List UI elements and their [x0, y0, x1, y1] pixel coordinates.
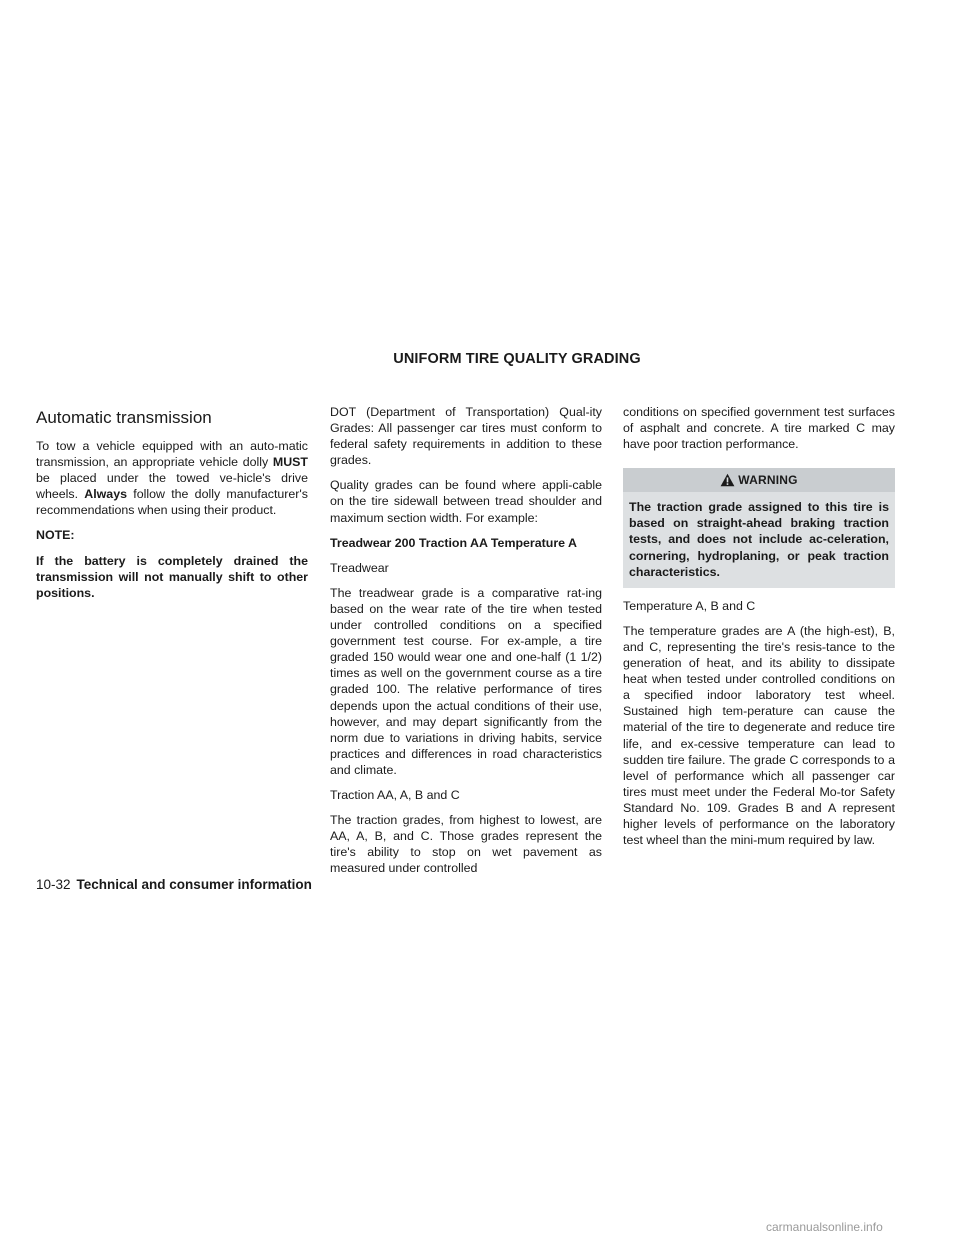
- treadwear-text: The treadwear grade is a comparative rat-ing based on the wear rate of the tire when tested under controlled conditions on a specified government test course. For ex-ample, a tire graded 150 would wear one and one-half (1 1/2) times as well on the government course as a tire graded 100. The relative performance of tires depends upon the actual conditions of their use, however, and may depart significantly from the norm due to variations in driving habits, service practices and differences in road characteristics and climate.: [330, 585, 602, 777]
- note-label: NOTE:: [36, 528, 75, 543]
- paragraph-traction-continued: conditions on specified government test surfaces of asphalt and concrete. A tire marked C may have poor traction performance.: [623, 405, 895, 452]
- paragraph-quality-location: Quality grades can be found where appli-cable on the tire sidewall between tread shoulder and maximum section width. For example:: [330, 478, 602, 525]
- section-heading: UNIFORM TIRE QUALITY GRADING: [393, 351, 641, 367]
- text-fragment: To tow a vehicle equipped with an auto-matic transmission, an appropriate vehicle dolly: [36, 439, 308, 470]
- watermark: carmanualsonline.info: [766, 1220, 883, 1234]
- column-left: [36, 408, 308, 610]
- column-middle: [330, 404, 602, 885]
- traction-text: The traction grades, from highest to lowest, are AA, A, B, and C. Those grades represent the tire's ability to stop on wet pavement as measured under controlled: [330, 813, 602, 876]
- column-right: [623, 404, 895, 857]
- warning-text: The traction grade assigned to this tire is based on straight-ahead braking traction tests, and does not include ac-celeration, cornering, hydroplaning, or peak traction characteristics.: [629, 500, 889, 579]
- paragraph-towing: [36, 438, 308, 518]
- warning-box: [623, 468, 895, 587]
- temperature-heading: Temperature A, B and C: [623, 598, 756, 613]
- treadwear-heading: Treadwear: [330, 560, 389, 575]
- warning-label: WARNING: [738, 473, 798, 488]
- warning-triangle-icon: [720, 473, 735, 487]
- subhead-automatic-transmission: Automatic transmission: [36, 408, 212, 427]
- page-number: 10-32: [36, 877, 71, 892]
- note-text: If the battery is completely drained the transmission will not manually shift to other positions.: [36, 553, 308, 600]
- example-grade: Treadwear 200 Traction AA Temperature A: [330, 535, 577, 550]
- page-footer: [36, 877, 312, 892]
- paragraph-dot-grades: DOT (Department of Transportation) Qual-ity Grades: All passenger car tires must conform to federal safety requirements in addition to these grades.: [330, 405, 602, 468]
- chapter-title: Technical and consumer information: [76, 877, 312, 892]
- traction-heading: Traction AA, A, B and C: [330, 787, 460, 802]
- warning-header: [623, 468, 895, 492]
- text-fragment: follow the dolly manufacturer's recommendations when using their product.: [36, 487, 308, 518]
- emphasis-must: MUST: [272, 455, 308, 470]
- temperature-text: The temperature grades are A (the high-est), B, and C, representing the tire's resis-tance to the generation of heat, and its ability to dissipate heat when tested under controlled conditions on a specified indoor laboratory test wheel. Sustained high tem-perature can cause the material of the tire to degenerate and reduce tire life, and ex-cessive temperature can lead to sudden tire failure. The grade C corresponds to a level of performance which all passenger car tires must meet under the Federal Mo-tor Safety Standard No. 109. Grades B and A represent higher levels of performance on the laboratory test wheel than the mini-mum required by law.: [623, 623, 895, 848]
- text-fragment: be placed under the towed ve-hicle's drive wheels.: [36, 471, 308, 502]
- emphasis-always: Always: [84, 487, 127, 502]
